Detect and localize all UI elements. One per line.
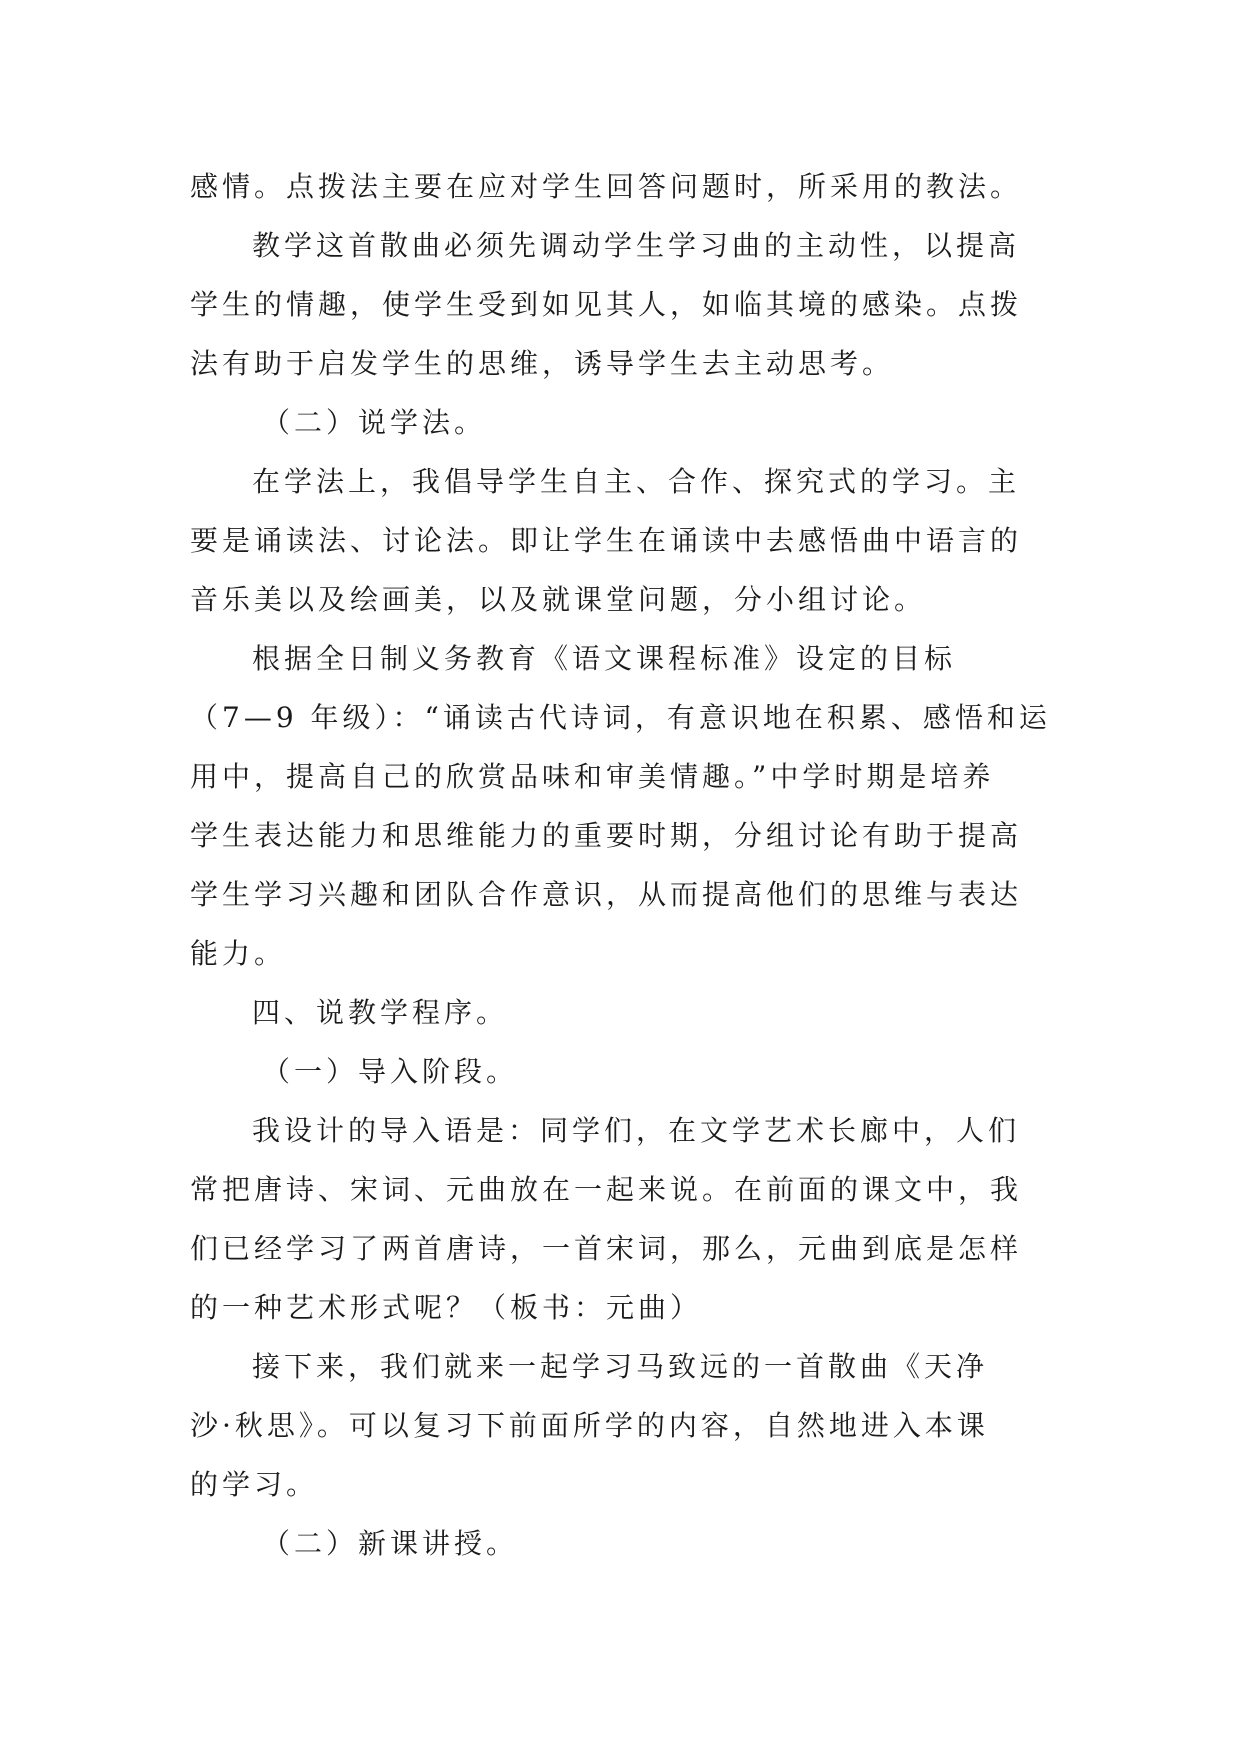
text-line: 接下来，我们就来一起学习马致远的一首散曲《天净 bbox=[252, 1350, 989, 1383]
text-line: 能力。 bbox=[190, 937, 287, 970]
text-line: 用中，提高自己的欣赏品味和审美情趣。”中学时期是培养 bbox=[190, 760, 995, 793]
section-heading: 四、说教学程序。 bbox=[252, 996, 509, 1029]
text-line: 法有助于启发学生的思维，诱导学生去主动思考。 bbox=[190, 347, 895, 380]
text-line: 学生学习兴趣和团队合作意识，从而提高他们的思维与表达 bbox=[190, 878, 1023, 911]
text-line: 我设计的导入语是：同学们，在文学艺术长廊中，人们 bbox=[252, 1114, 1021, 1147]
text-line: 学生表达能力和思维能力的重要时期，分组讨论有助于提高 bbox=[190, 819, 1023, 852]
section-heading: （二）说学法。 bbox=[262, 406, 487, 439]
text-line: 感情。点拨法主要在应对学生回答问题时，所采用的教法。 bbox=[190, 170, 1023, 203]
text-line: 们已经学习了两首唐诗，一首宋词，那么，元曲到底是怎样 bbox=[190, 1232, 1023, 1265]
text-line: 的一种艺术形式呢？（板书：元曲） bbox=[190, 1291, 703, 1324]
section-heading: （一）导入阶段。 bbox=[262, 1055, 519, 1088]
text-line: 的学习。 bbox=[190, 1468, 319, 1501]
text-line: 教学这首散曲必须先调动学生学习曲的主动性，以提高 bbox=[252, 229, 1021, 262]
text-line: 要是诵读法、讨论法。即让学生在诵读中去感悟曲中语言的 bbox=[190, 524, 1023, 557]
section-heading: （二）新课讲授。 bbox=[262, 1527, 519, 1560]
document-page bbox=[190, 157, 1070, 1573]
text-line: 常把唐诗、宋词、元曲放在一起来说。在前面的课文中，我 bbox=[190, 1173, 1023, 1206]
text-line: （7—9 年级）：“诵读古代诗词，有意识地在积累、感悟和运 bbox=[190, 701, 1051, 734]
text-line: 根据全日制义务教育《语文课程标准》设定的目标 bbox=[252, 642, 957, 675]
text-line: 在学法上，我倡导学生自主、合作、探究式的学习。主 bbox=[252, 465, 1021, 498]
text-line: 音乐美以及绘画美，以及就课堂问题，分小组讨论。 bbox=[190, 583, 927, 616]
text-line: 学生的情趣，使学生受到如见其人，如临其境的感染。点拨 bbox=[190, 288, 1023, 321]
text-line: 沙·秋思》。可以复习下前面所学的内容，自然地进入本课 bbox=[190, 1409, 989, 1442]
